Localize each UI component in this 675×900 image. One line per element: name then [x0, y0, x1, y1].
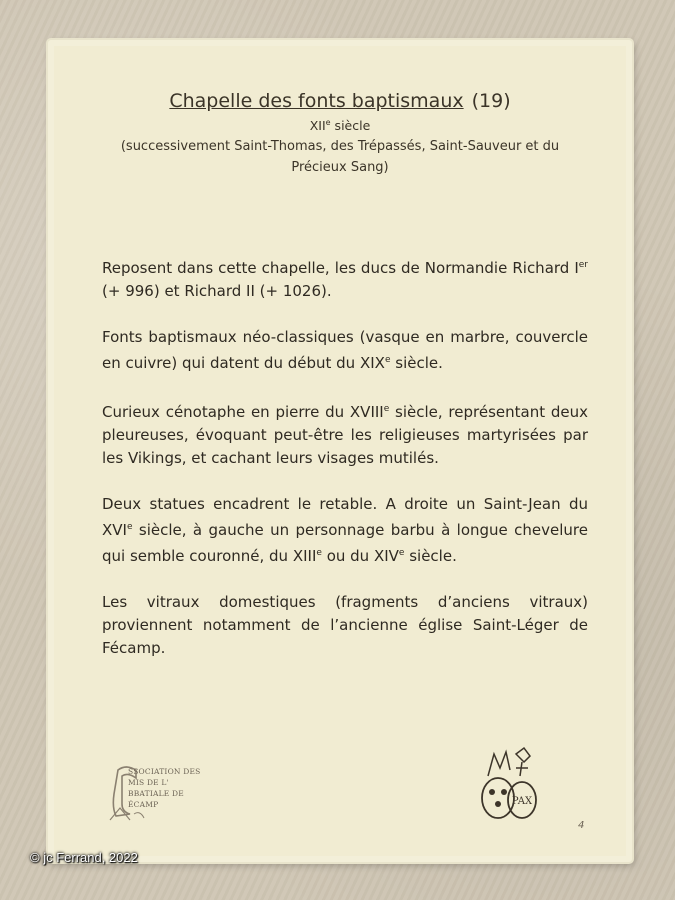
paragraph-fonts	[102, 326, 588, 375]
p4-sup1: e	[126, 522, 133, 532]
page-number: 4	[578, 820, 585, 831]
century-sup: e	[325, 118, 331, 127]
page-title	[54, 90, 626, 112]
information-plaque	[48, 40, 632, 862]
photo-credit: © jc Ferrand, 2022	[30, 850, 138, 865]
p4-text-c: ou du XIV	[321, 547, 399, 565]
century-word: siècle	[330, 118, 371, 134]
p4-text-d: siècle.	[404, 547, 457, 565]
p3-text-a: Curieux cénotaphe en pierre du XVIII	[102, 403, 384, 421]
p1-text-a: Reposent dans cette chapelle, les ducs de Normandie Richard I	[102, 259, 579, 277]
p4-text-a: Deux statues encadrent le retable. A droite un Saint-Jean du XVI	[102, 495, 588, 539]
p4-text-b: siècle, à gauche un personnage barbu à longue chevelure qui semble couronné, du XIII	[102, 521, 588, 565]
p5-text-a: Les vitraux domestiques (fragments d’anciens vitraux) proviennent notamment de l’ancienne église Saint-Léger de Fécamp.	[102, 593, 588, 657]
paragraph-statues	[102, 493, 588, 568]
p3-text-b: siècle, représentant deux pleureuses, évoquant peut-être les religieuses martyrisées par les Vikings, et cachant leurs visages mutilés.	[102, 403, 588, 467]
association-logo	[106, 762, 216, 832]
association-line-2: MIS DE L'	[128, 778, 169, 787]
title-text: Chapelle des fonts baptismaux	[169, 90, 464, 112]
association-line-3: BBATIALE DE	[128, 789, 184, 798]
paragraph-cenotaph	[102, 398, 588, 470]
paragraph-windows	[102, 591, 588, 660]
subtitle: (successivement Saint-Thomas, des Trépassés, Saint-Sauveur et du Précieux Sang)	[120, 139, 560, 176]
pax-label: PAX	[511, 796, 533, 807]
pax-coat-of-arms-icon	[476, 746, 546, 826]
plaque-body	[102, 254, 588, 683]
paragraph-dukes	[102, 254, 588, 303]
p4-sup3: e	[398, 548, 405, 558]
p1-text-b: (+ 996) et Richard II (+ 1026).	[102, 282, 332, 300]
p3-sup: e	[383, 404, 390, 414]
p1-sup: er	[578, 260, 588, 270]
plaque-panel	[54, 46, 626, 856]
association-line-1: SSOCIATION DES	[128, 767, 201, 776]
association-lines	[128, 766, 201, 810]
plaque-header	[54, 90, 626, 178]
p2-sup: e	[384, 355, 391, 365]
association-line-4: ÉCAMP	[128, 800, 159, 809]
p4-sup2: e	[316, 548, 322, 558]
century-label	[54, 118, 626, 133]
p2-text-b: siècle.	[390, 354, 443, 372]
century-roman: XII	[309, 118, 326, 134]
p2-text-a: Fonts baptismaux néo-classiques (vasque en marbre, couvercle en cuivre) qui datent du début du XIX	[102, 328, 588, 372]
chapel-number: (19)	[471, 90, 511, 112]
